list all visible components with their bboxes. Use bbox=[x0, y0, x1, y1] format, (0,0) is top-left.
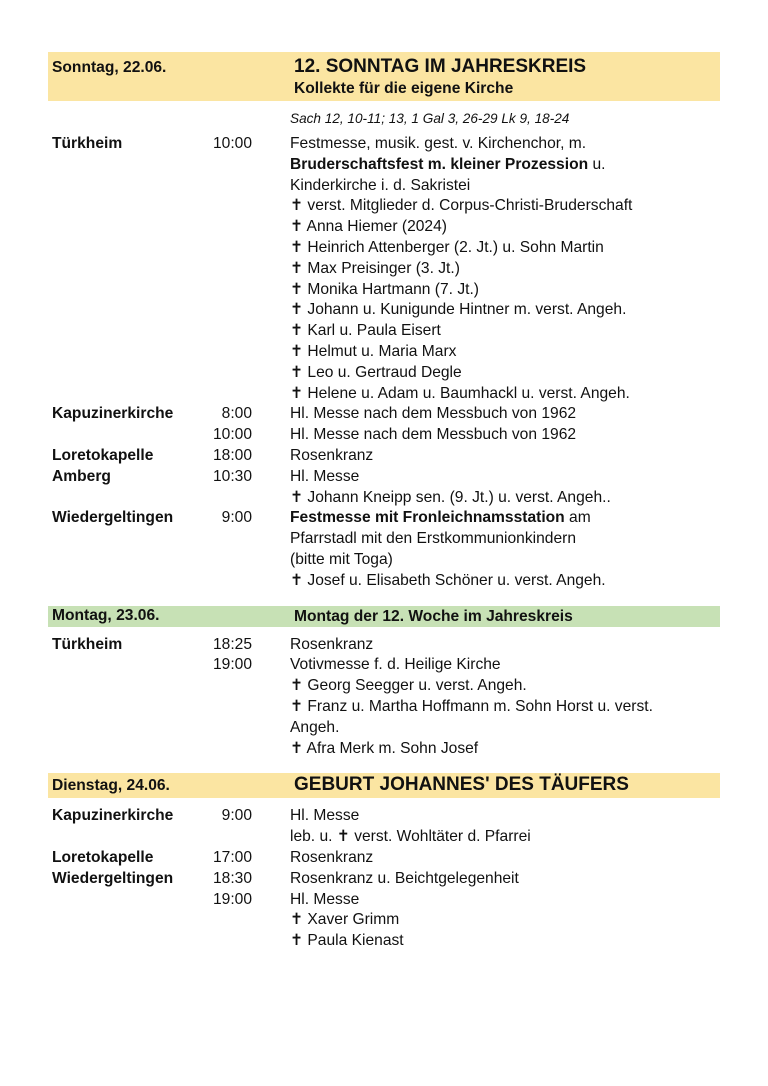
text-segment: Rosenkranz bbox=[290, 848, 374, 866]
schedule-entry bbox=[48, 890, 720, 952]
text-segment: Bruderschaftsfest m. kleiner Prozession bbox=[290, 155, 589, 173]
text-segment: Rosenkranz bbox=[290, 635, 374, 653]
schedule-entry bbox=[48, 635, 720, 656]
entry-location bbox=[48, 890, 200, 952]
text-segment: ✝ Leo u. Gertraud Degle bbox=[290, 363, 462, 381]
text-segment: ✝ Xaver Grimm bbox=[290, 911, 400, 929]
description-line bbox=[290, 217, 720, 238]
description-line bbox=[290, 342, 720, 363]
text-segment: Hl. Messe nach dem Messbuch von 1962 bbox=[290, 405, 577, 423]
entry-location: Wiedergeltingen bbox=[52, 869, 174, 887]
entry-description bbox=[290, 508, 720, 591]
schedule-entry bbox=[48, 806, 720, 848]
description-line bbox=[290, 280, 720, 301]
description-line bbox=[290, 827, 720, 848]
description-line bbox=[290, 134, 720, 155]
description-line bbox=[290, 529, 720, 550]
description-line bbox=[290, 384, 720, 405]
readings: Sach 12, 10-11; 13, 1 Gal 3, 26-29 Lk 9, 18-24 bbox=[290, 111, 570, 126]
text-segment: ✝ Georg Seegger u. verst. Angeh. bbox=[290, 677, 527, 695]
description-line bbox=[290, 848, 720, 869]
description-line bbox=[290, 155, 720, 176]
description-line bbox=[290, 176, 720, 197]
day-header bbox=[48, 606, 720, 627]
entry-location bbox=[48, 655, 200, 759]
text-segment: Hl. Messe nach dem Messbuch von 1962 bbox=[290, 426, 577, 444]
text-segment: ✝ Helmut u. Maria Marx bbox=[290, 342, 457, 360]
day-section bbox=[48, 773, 720, 952]
entry-description bbox=[290, 134, 720, 404]
entry-location: Loretokapelle bbox=[52, 446, 154, 464]
entry-location bbox=[48, 425, 200, 446]
entry-time: 9:00 bbox=[221, 509, 252, 527]
description-line bbox=[290, 259, 720, 280]
description-line bbox=[290, 238, 720, 259]
text-segment: ✝ verst. Mitglieder d. Corpus-Christi-Bruderschaft bbox=[290, 197, 633, 215]
text-segment: Rosenkranz bbox=[290, 446, 374, 464]
day-title: 12. SONNTAG IM JAHRESKREIS bbox=[294, 56, 587, 77]
description-line bbox=[290, 910, 720, 931]
entry-time: 10:00 bbox=[212, 135, 252, 152]
description-line bbox=[290, 806, 720, 827]
day-section bbox=[48, 606, 720, 760]
schedule-entry bbox=[48, 425, 720, 446]
entry-description bbox=[290, 890, 720, 952]
entry-location: Kapuzinerkirche bbox=[52, 807, 174, 825]
text-segment: ✝ Johann Kneipp sen. (9. Jt.) u. verst. Angeh.. bbox=[290, 488, 611, 506]
text-segment: ✝ Karl u. Paula Eisert bbox=[290, 322, 441, 340]
text-segment: ✝ Johann u. Kunigunde Hintner m. verst. Angeh. bbox=[290, 301, 627, 319]
text-segment: Angeh. bbox=[290, 718, 340, 736]
entry-time: 9:00 bbox=[221, 807, 252, 825]
text-segment: (bitte mit Toga) bbox=[290, 550, 393, 568]
day-section bbox=[48, 52, 720, 592]
text-segment: u. bbox=[588, 155, 606, 173]
text-segment: ✝ Afra Merk m. Sohn Josef bbox=[290, 739, 479, 757]
schedule-page bbox=[48, 52, 720, 966]
description-line bbox=[290, 635, 720, 656]
text-segment: Festmesse, musik. gest. v. Kirchenchor, m. bbox=[290, 135, 587, 152]
text-segment: Votivmesse f. d. Heilige Kirche bbox=[290, 656, 501, 674]
entry-location: Kapuzinerkirche bbox=[52, 405, 174, 423]
text-segment: Pfarrstadl mit den Erstkommunionkindern bbox=[290, 530, 577, 548]
text-segment: Festmesse mit Fronleichnamsstation bbox=[290, 509, 565, 527]
text-segment: ✝ Heinrich Attenberger (2. Jt.) u. Sohn Martin bbox=[290, 238, 604, 256]
description-line bbox=[290, 655, 720, 676]
description-line bbox=[290, 931, 720, 952]
entry-time: 8:00 bbox=[221, 405, 252, 423]
description-line bbox=[290, 718, 720, 739]
text-segment: leb. u. ✝ verst. Wohltäter d. Pfarrei bbox=[290, 828, 531, 846]
description-line bbox=[290, 550, 720, 571]
entry-location: Türkheim bbox=[52, 135, 123, 152]
entries-list bbox=[48, 806, 720, 952]
entry-description bbox=[290, 655, 720, 759]
entry-description bbox=[290, 467, 720, 509]
entry-description bbox=[290, 425, 720, 446]
description-line bbox=[290, 446, 720, 467]
schedule-entry bbox=[48, 404, 720, 425]
schedule-entry bbox=[48, 134, 720, 404]
entry-location: Amberg bbox=[52, 467, 111, 485]
text-segment: Kinderkirche i. d. Sakristei bbox=[290, 176, 471, 194]
entry-description bbox=[290, 635, 720, 656]
entry-location: Loretokapelle bbox=[52, 848, 154, 866]
description-line bbox=[290, 196, 720, 217]
day-header bbox=[48, 773, 720, 798]
entry-time: 19:00 bbox=[212, 656, 252, 674]
day-title: Montag der 12. Woche im Jahreskreis bbox=[294, 607, 573, 625]
description-line bbox=[290, 571, 720, 592]
entry-description bbox=[290, 806, 720, 848]
entry-time: 10:30 bbox=[212, 467, 252, 485]
description-line bbox=[290, 488, 720, 509]
text-segment: Rosenkranz u. Beichtgelegenheit bbox=[290, 869, 519, 887]
entry-time: 10:00 bbox=[212, 426, 252, 444]
schedule-entry bbox=[48, 508, 720, 591]
text-segment: ✝ Monika Hartmann (7. Jt.) bbox=[290, 280, 479, 298]
day-title: GEBURT JOHANNES' DES TÄUFERS bbox=[294, 774, 629, 796]
text-segment: Hl. Messe bbox=[290, 807, 360, 825]
schedule-entry bbox=[48, 848, 720, 869]
entry-description bbox=[290, 869, 720, 890]
description-line bbox=[290, 467, 720, 488]
text-segment: ✝ Franz u. Martha Hoffmann m. Sohn Horst u. verst. bbox=[290, 697, 653, 715]
description-line bbox=[290, 404, 720, 425]
text-segment: am bbox=[564, 509, 591, 527]
schedule-entry bbox=[48, 467, 720, 509]
entry-description bbox=[290, 848, 720, 869]
entry-time: 18:30 bbox=[212, 869, 252, 887]
text-segment: ✝ Helene u. Adam u. Baumhackl u. verst. Angeh. bbox=[290, 384, 630, 402]
description-line bbox=[290, 676, 720, 697]
day-date: Sonntag, 22.06. bbox=[52, 59, 167, 76]
entry-location: Wiedergeltingen bbox=[52, 509, 174, 527]
text-segment: ✝ Paula Kienast bbox=[290, 932, 404, 950]
text-segment: ✝ Josef u. Elisabeth Schöner u. verst. Angeh. bbox=[290, 571, 606, 589]
entry-location: Türkheim bbox=[52, 635, 123, 653]
description-line bbox=[290, 321, 720, 342]
entries-list bbox=[48, 635, 720, 760]
entry-time: 17:00 bbox=[212, 848, 252, 866]
description-line bbox=[290, 890, 720, 911]
entry-description bbox=[290, 446, 720, 467]
day-subtitle: Kollekte für die eigene Kirche bbox=[294, 80, 514, 97]
description-line bbox=[290, 697, 720, 718]
description-line bbox=[290, 425, 720, 446]
text-segment: Hl. Messe bbox=[290, 890, 360, 908]
text-segment: ✝ Max Preisinger (3. Jt.) bbox=[290, 259, 460, 277]
description-line bbox=[290, 508, 720, 529]
description-line bbox=[290, 869, 720, 890]
entry-description bbox=[290, 404, 720, 425]
day-date: Montag, 23.06. bbox=[52, 606, 160, 624]
entry-time: 18:00 bbox=[212, 446, 252, 464]
entries-list bbox=[48, 134, 720, 592]
schedule-entry bbox=[48, 869, 720, 890]
description-line bbox=[290, 363, 720, 384]
day-date: Dienstag, 24.06. bbox=[52, 777, 170, 795]
schedule-entry bbox=[48, 655, 720, 759]
description-line bbox=[290, 739, 720, 760]
description-line bbox=[290, 300, 720, 321]
schedule-entry bbox=[48, 446, 720, 467]
text-segment: Hl. Messe bbox=[290, 467, 360, 485]
entry-time: 18:25 bbox=[212, 635, 252, 653]
text-segment: ✝ Anna Hiemer (2024) bbox=[290, 218, 447, 236]
day-header bbox=[48, 52, 720, 101]
entry-time: 19:00 bbox=[212, 890, 252, 908]
